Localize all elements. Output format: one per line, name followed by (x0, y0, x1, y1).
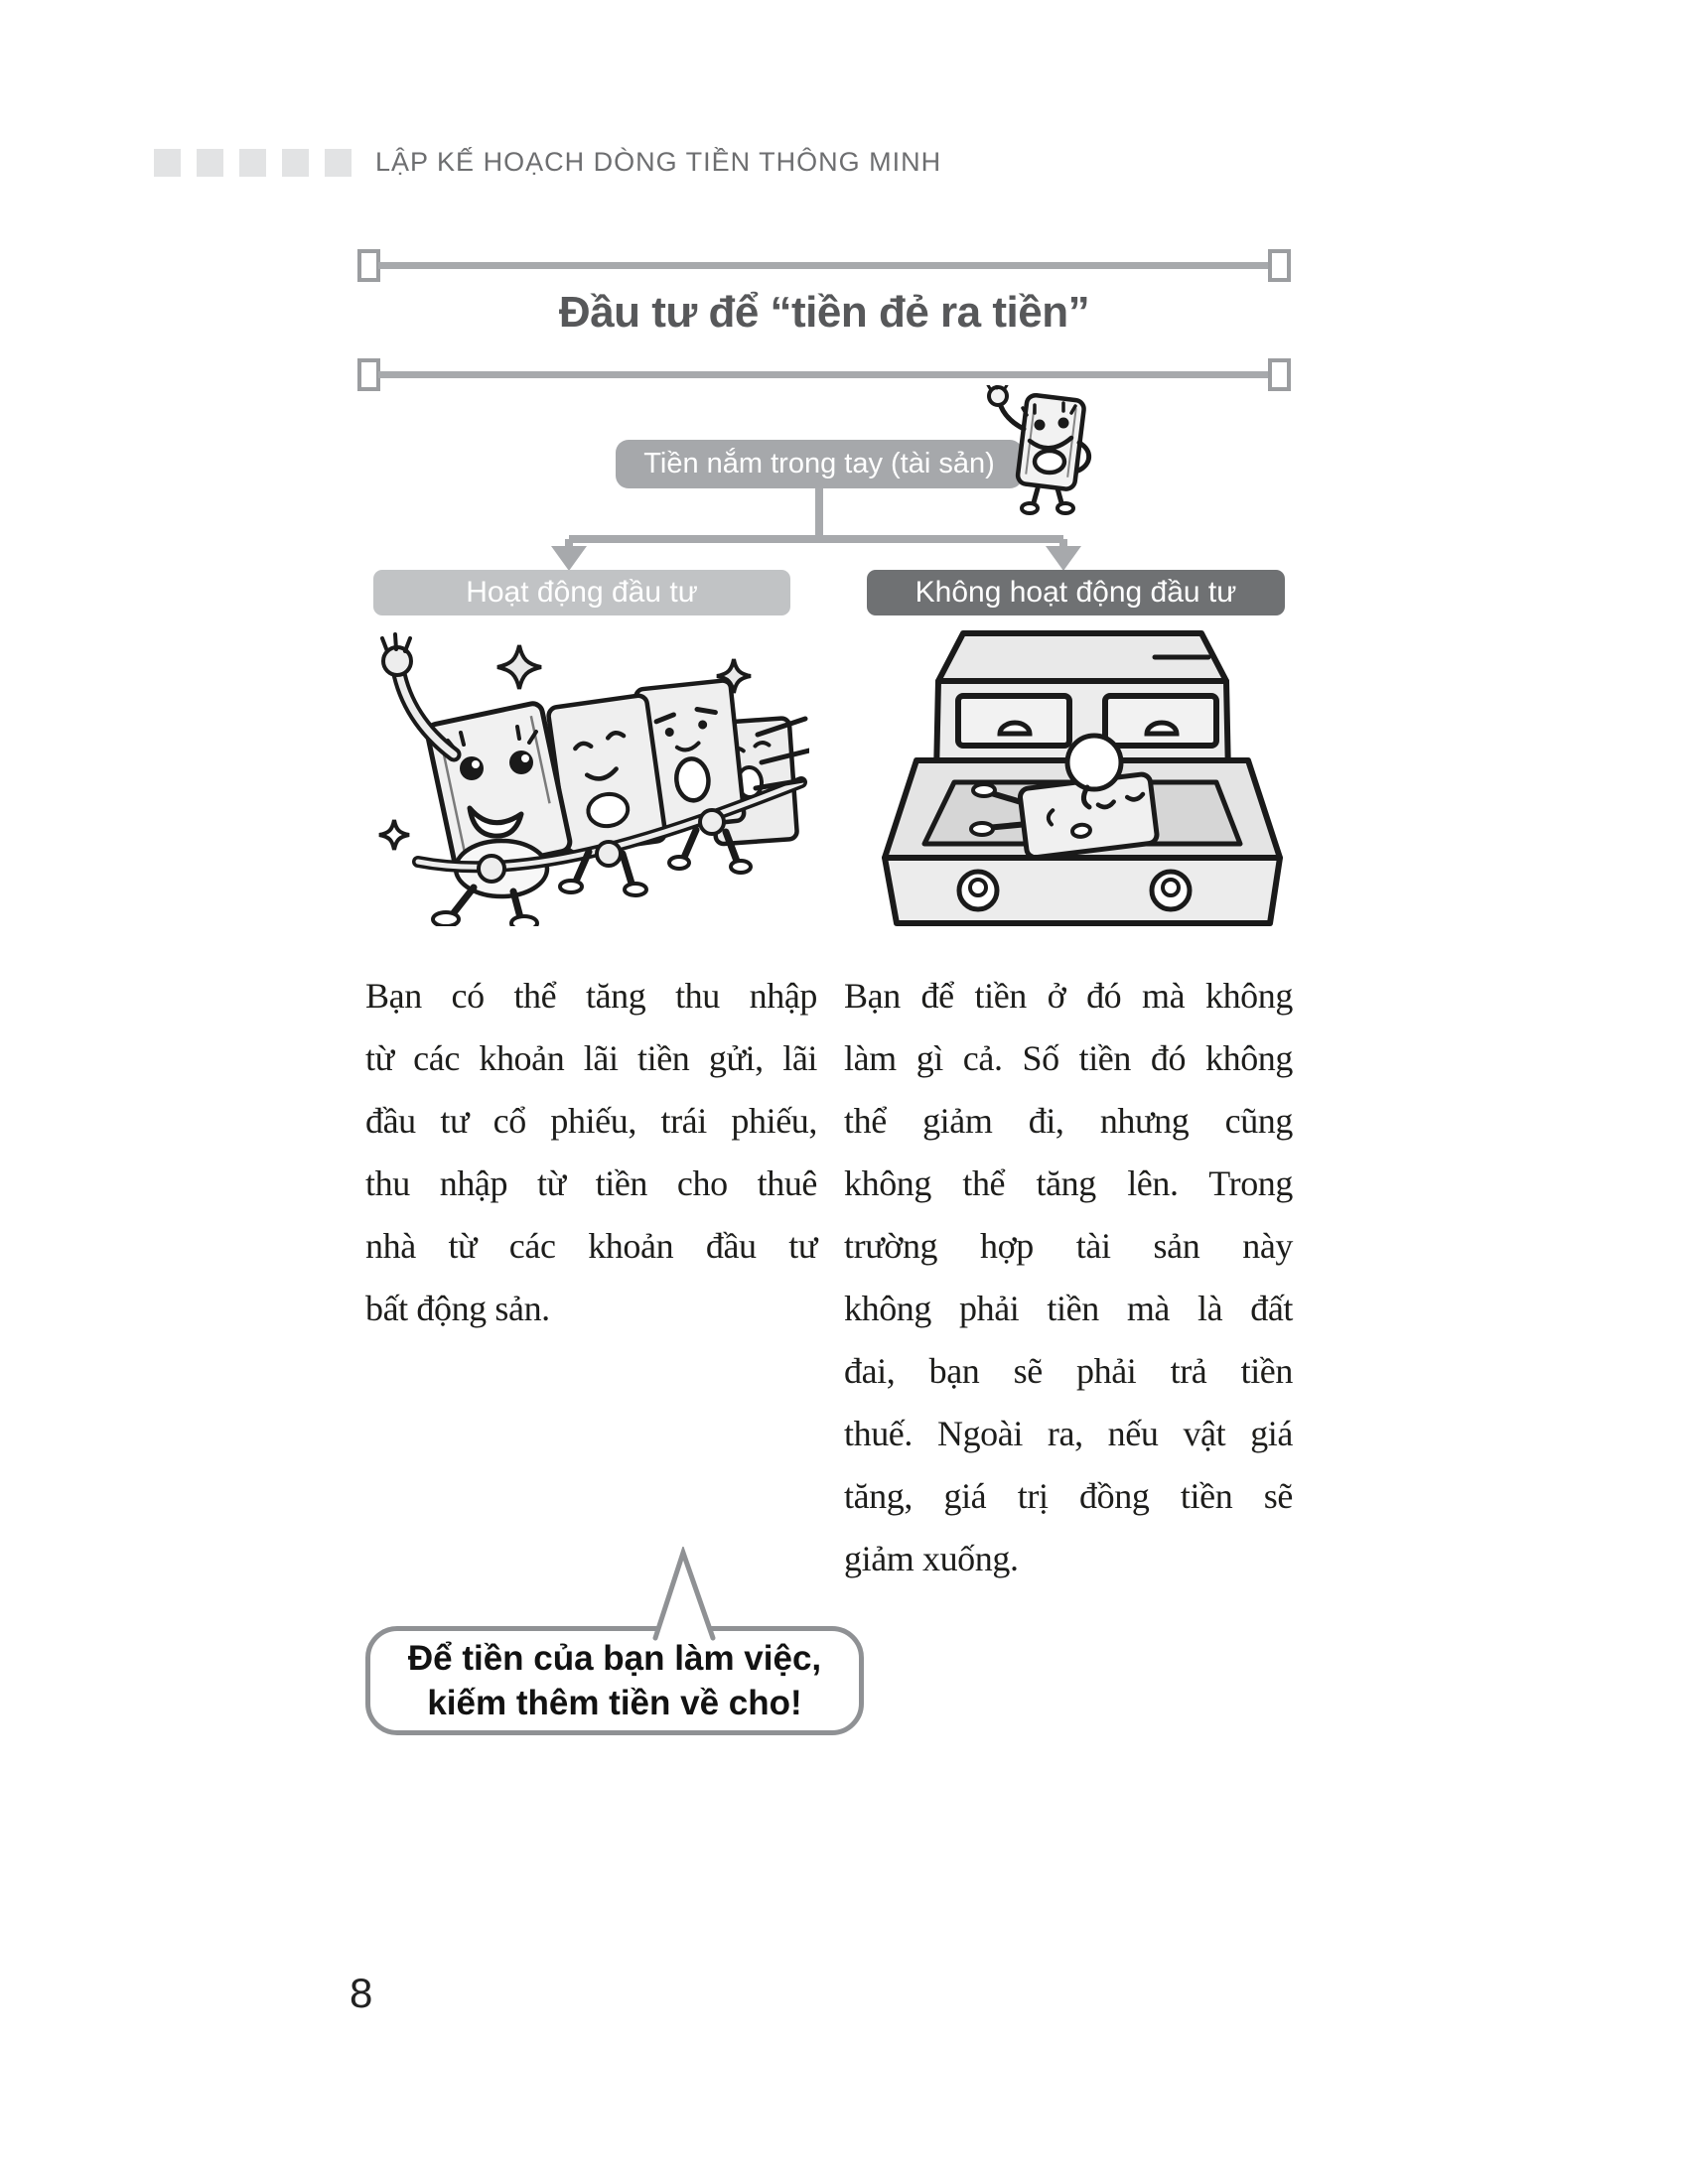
text-line: đầu tư cổ phiếu, trái phiếu, (365, 1101, 817, 1141)
text-line: trường hợp tài sản này (844, 1226, 1293, 1266)
body-column-no-invest (844, 965, 1293, 1590)
decorative-square (197, 149, 223, 177)
decorative-square (154, 149, 181, 177)
text-line: kiếm thêm tiền về cho! (427, 1684, 802, 1722)
speech-bubble (365, 1626, 864, 1735)
arrow-down-icon (1046, 546, 1081, 571)
decorative-square (239, 149, 266, 177)
text-line: không thể tăng lên. Trong (844, 1163, 1293, 1203)
text-line: nhà từ các khoản đầu tư (365, 1226, 817, 1266)
text-line: thu nhập từ tiền cho thuê (365, 1163, 817, 1203)
rule-endcap-icon (1268, 358, 1291, 391)
speech-bubble-tail (635, 1547, 735, 1642)
rule-endcap-icon (357, 249, 380, 282)
flow-branch-no-invest-label: Không hoạt động đầu tư (914, 576, 1237, 609)
text-line: tăng, giá trị đồng tiền sẽ (844, 1476, 1293, 1516)
page-number: 8 (350, 1970, 373, 2016)
text-line: Bạn có thể tăng thu nhập (365, 976, 817, 1016)
rule-endcap-icon (357, 358, 380, 391)
text-line: Bạn để tiền ở đó mà không (844, 976, 1293, 1016)
section-rule-bottom (357, 359, 1291, 389)
text-line: không phải tiền mà là đất (844, 1289, 1293, 1328)
decorative-square (325, 149, 352, 177)
text-line: từ các khoản lãi tiền gửi, lãi (365, 1038, 817, 1078)
text-line: làm gì cả. Số tiền đó không (844, 1038, 1293, 1078)
text-line: đai, bạn sẽ phải trả tiền (844, 1351, 1293, 1391)
text-line: bất động sản. (365, 1289, 550, 1328)
section-title: Đầu tư để “tiền đẻ ra tiền” (558, 288, 1090, 337)
text-line: Để tiền của bạn làm việc, (407, 1639, 822, 1678)
rule-line (378, 262, 1270, 269)
text-line: giảm xuống. (844, 1539, 1019, 1578)
text-line: thể giảm đi, nhưng cũng (844, 1101, 1293, 1141)
running-head: LẬP KẾ HOẠCH DÒNG TIỀN THÔNG MINH (375, 147, 942, 177)
flow-branch-invest-label: Hoạt động đầu tư (466, 576, 698, 609)
section-rule-top (357, 250, 1291, 280)
flow-branch-invest-box (373, 570, 790, 615)
header-squares (154, 149, 367, 177)
page-header (154, 147, 941, 178)
rule-line (378, 371, 1270, 378)
money-sleeping-in-drawer-illustration (859, 594, 1306, 936)
running-money-bills-illustration (352, 623, 809, 926)
rule-endcap-icon (1268, 249, 1291, 282)
flow-root-label: Tiền nắm trong tay (tài sản) (643, 448, 995, 479)
text-line: thuế. Ngoài ra, nếu vật giá (844, 1414, 1293, 1453)
flow-root-box (616, 440, 1023, 488)
waving-money-icon (978, 385, 1109, 516)
body-column-invest (365, 965, 817, 1340)
arrow-down-icon (551, 546, 587, 571)
decorative-square (282, 149, 309, 177)
